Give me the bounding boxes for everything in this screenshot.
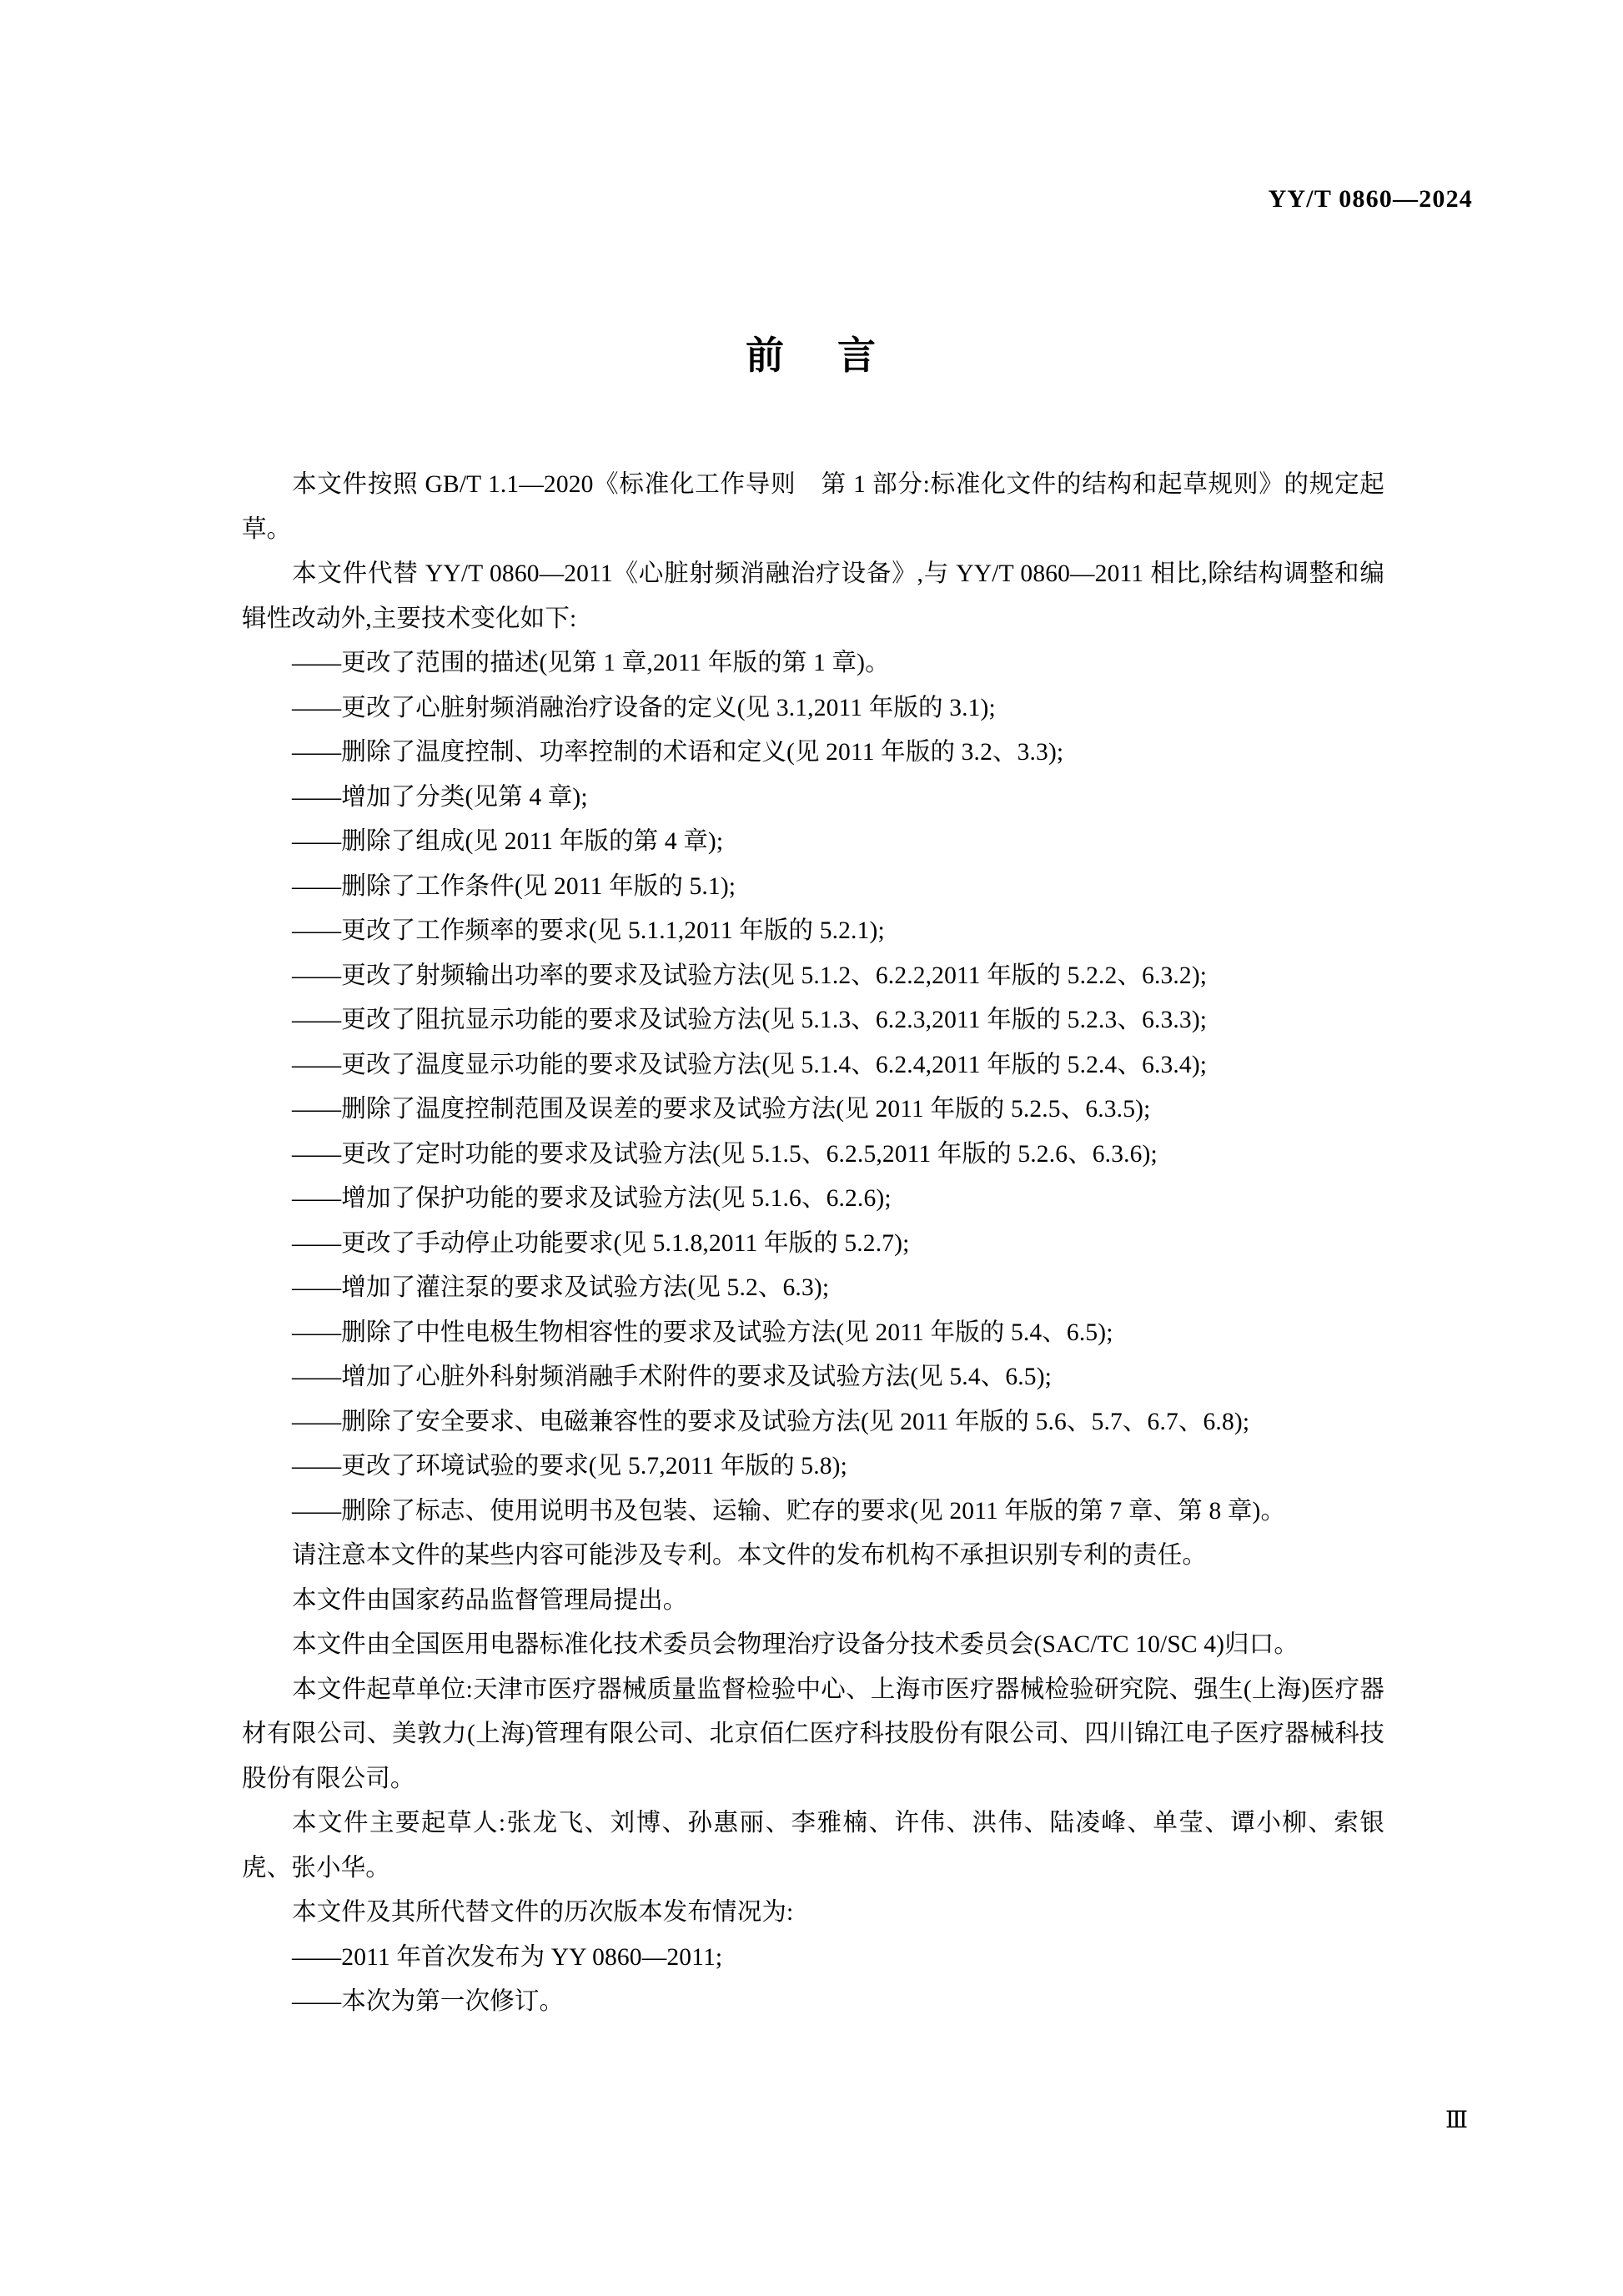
change-item: ——增加了灌注泵的要求及试验方法(见 5.2、6.3);	[292, 1274, 830, 1301]
drafters-paragraph: 本文件主要起草人:张龙飞、刘博、孙惠丽、李雅楠、许伟、洪伟、陆凌峰、单莹、谭小柳、索银虎、张小华。	[242, 1810, 1384, 1882]
closing-paragraph: 本文件由国家药品监督管理局提出。	[292, 1586, 688, 1614]
change-item: ——删除了标志、使用说明书及包装、运输、贮存的要求(见 2011 年版的第 7 章、第 8 章)。	[292, 1497, 1286, 1525]
change-item: ——更改了心脏射频消融治疗设备的定义(见 3.1,2011 年版的 3.1);	[292, 694, 996, 721]
intro-paragraph: 本文件代替 YY/T 0860—2011《心脏射频消融治疗设备》,与 YY/T 0860—2011 相比,除结构调整和编辑性改动外,主要技术变化如下:	[242, 560, 1384, 632]
change-item: ——更改了手动停止功能要求(见 5.1.8,2011 年版的 5.2.7);	[292, 1229, 910, 1257]
page-title-char-1: 前	[746, 333, 786, 378]
closing-paragraph: 请注意本文件的某些内容可能涉及专利。本文件的发布机构不承担识别专利的责任。	[292, 1542, 1208, 1569]
change-item: ——删除了安全要求、电磁兼容性的要求及试验方法(见 2011 年版的 5.6、5.7、6.7、6.8);	[292, 1408, 1250, 1435]
change-item: ——删除了组成(见 2011 年版的第 4 章);	[292, 828, 724, 855]
page-title	[0, 325, 1623, 380]
page-number: Ⅲ	[1445, 2108, 1468, 2133]
change-item: ——更改了环境试验的要求(见 5.7,2011 年版的 5.8);	[292, 1453, 847, 1480]
change-item: ——删除了温度控制、功率控制的术语和定义(见 2011 年版的 3.2、3.3);	[292, 739, 1064, 766]
change-item: ——更改了工作频率的要求(见 5.1.1,2011 年版的 5.2.1);	[292, 917, 885, 944]
change-item: ——更改了范围的描述(见第 1 章,2011 年版的第 1 章)。	[292, 650, 890, 676]
page-title-char-2: 言	[837, 333, 877, 378]
change-item: ——更改了温度显示功能的要求及试验方法(见 5.1.4、6.2.4,2011 年版的 5.2.4、6.3.4);	[292, 1051, 1208, 1078]
change-item: ——更改了定时功能的要求及试验方法(见 5.1.5、6.2.5,2011 年版的 5.2.6、6.3.6);	[292, 1140, 1158, 1168]
change-item: ——增加了分类(见第 4 章);	[292, 783, 588, 811]
running-header-standard-number: YY/T 0860—2024	[1268, 185, 1473, 213]
closing-paragraph: 本文件由全国医用电器标准化技术委员会物理治疗设备分技术委员会(SAC/TC 10/SC 4)归口。	[292, 1631, 1299, 1658]
change-item: ——更改了阻抗显示功能的要求及试验方法(见 5.1.3、6.2.3,2011 年版的 5.2.3、6.3.3);	[292, 1007, 1208, 1033]
history-item: ——本次为第一次修订。	[292, 1988, 565, 2015]
change-item: ——删除了工作条件(见 2011 年版的 5.1);	[292, 872, 736, 900]
change-item: ——增加了保护功能的要求及试验方法(见 5.1.6、6.2.6);	[292, 1185, 892, 1212]
foreword-body	[242, 463, 1384, 2025]
change-item: ——更改了射频输出功率的要求及试验方法(见 5.1.2、6.2.2,2011 年版的 5.2.2、6.3.2);	[292, 962, 1208, 989]
change-item: ——删除了中性电极生物相容性的要求及试验方法(见 2011 年版的 5.4、6.5);	[292, 1319, 1113, 1346]
intro-paragraph: 本文件按照 GB/T 1.1—2020《标准化工作导则 第 1 部分:标准化文件的结构和起草规则》的规定起草。	[242, 471, 1384, 543]
drafting-organizations-paragraph: 本文件起草单位:天津市医疗器械质量监督检验中心、上海市医疗器械检验研究院、强生(上海)医疗器材有限公司、美敦力(上海)管理有限公司、北京佰仁医疗科技股份有限公司、四川锦江电子医疗器械科技股份有限公司。	[242, 1676, 1384, 1792]
version-history-intro: 本文件及其所代替文件的历次版本发布情况为:	[292, 1899, 794, 1926]
history-item: ——2011 年首次发布为 YY 0860—2011;	[292, 1943, 723, 1971]
change-item: ——删除了温度控制范围及误差的要求及试验方法(见 2011 年版的 5.2.5、6.3.5);	[292, 1096, 1151, 1123]
change-item: ——增加了心脏外科射频消融手术附件的要求及试验方法(见 5.4、6.5);	[292, 1364, 1053, 1390]
